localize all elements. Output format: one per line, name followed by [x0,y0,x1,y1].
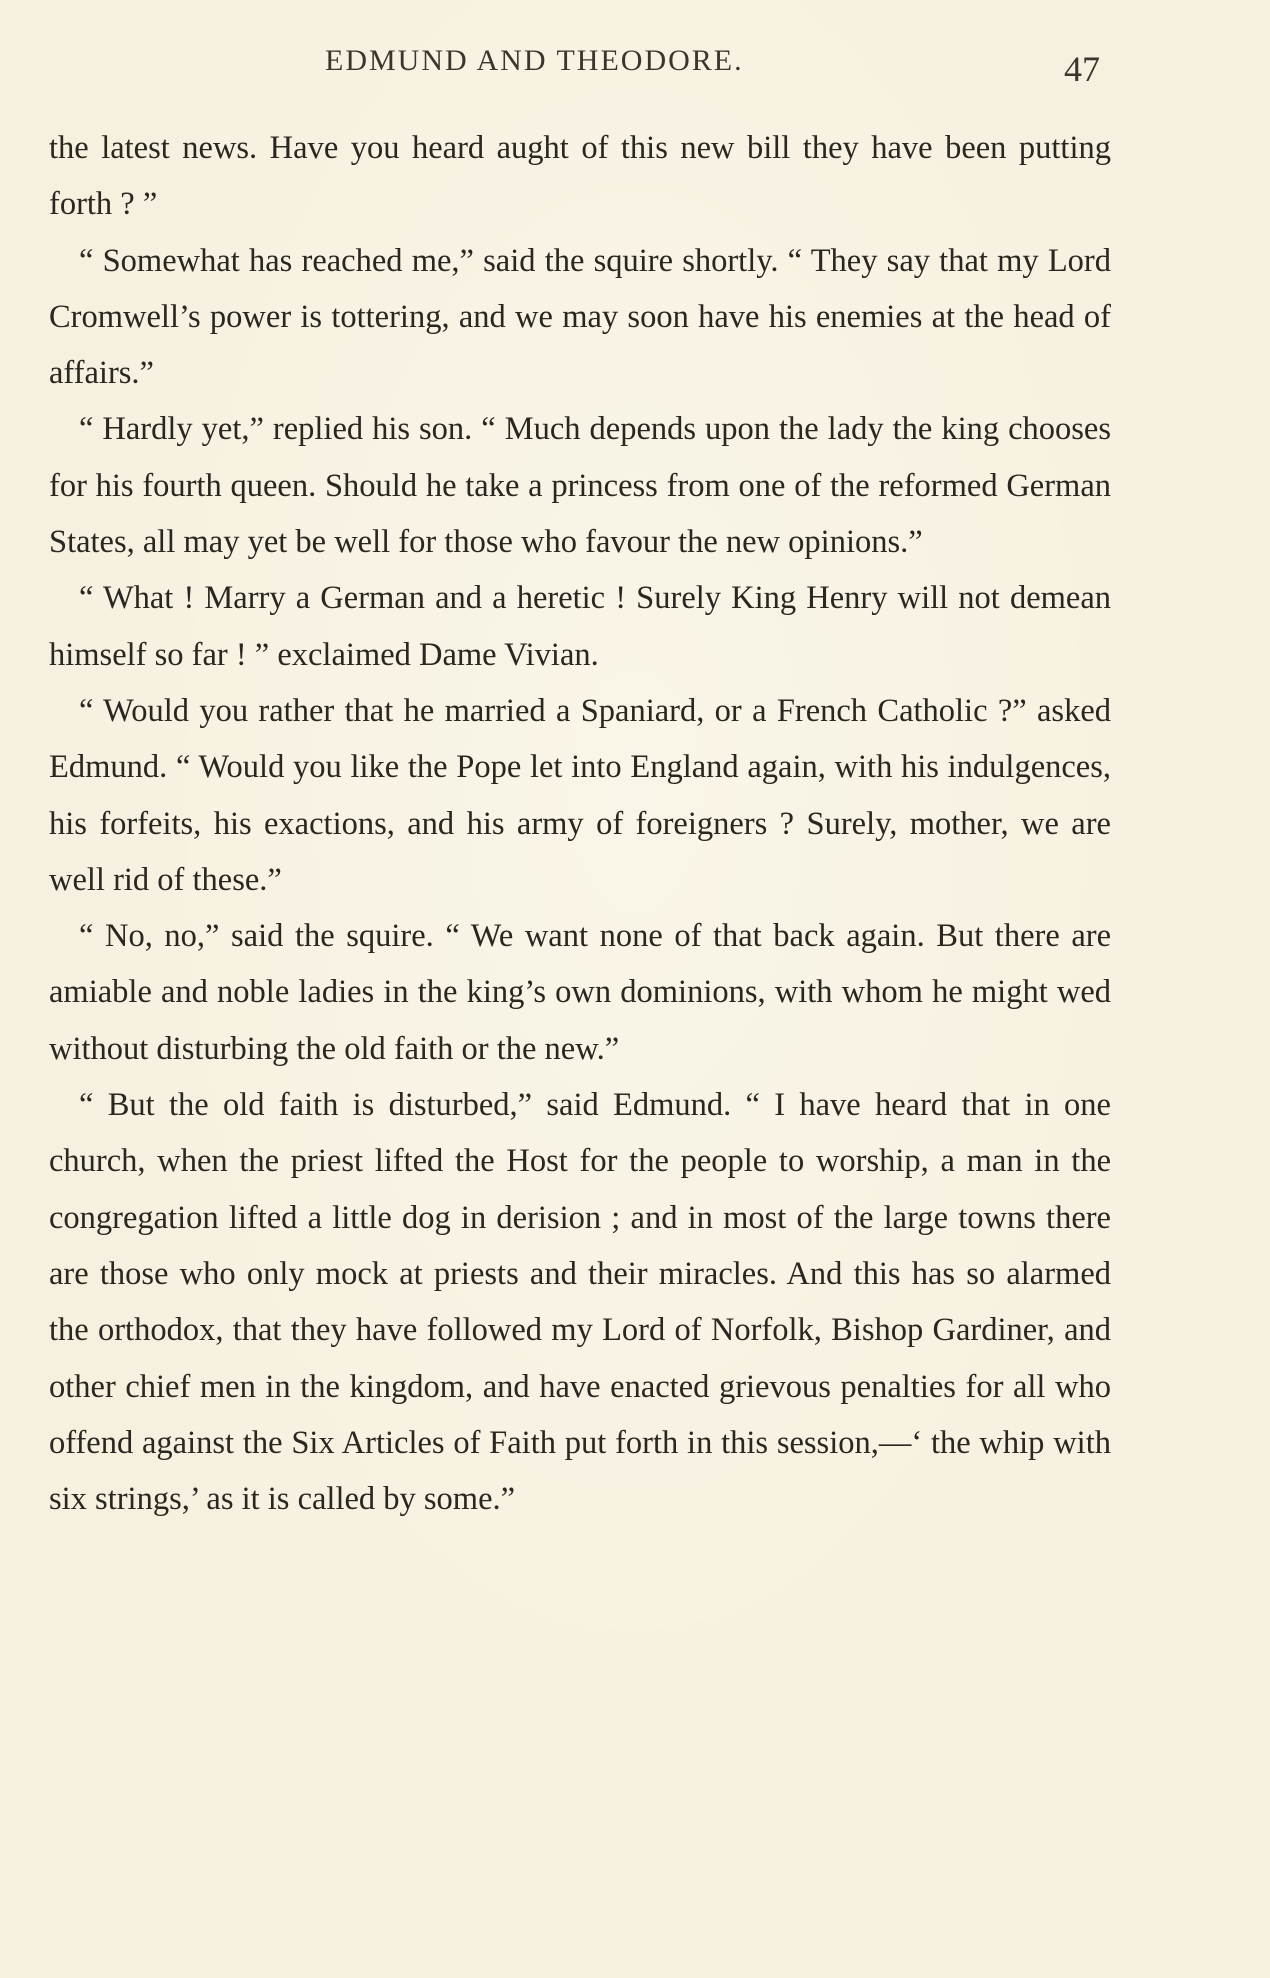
running-head [0,44,1270,89]
paragraph: “ Hardly yet,” replied his son. “ Much depends upon the lady the king chooses for his fourth queen. Should he take a princess from one of the reformed German States, all may yet be well for those who favour the new opinions.” [49,411,1111,561]
paragraph: “ Would you rather that he married a Spaniard, or a French Catholic ?” asked Edmund. “ Would you like the Pope let into England again, with his indulgences, his forfeits, his exactions, and his army of foreigners ? Surely, mother, we are well rid of these.” [49,692,1111,898]
paragraph: “ No, no,” said the squire. “ We want none of that back again. But there are amiable and noble ladies in the king’s own dominions, with whom he might wed without disturbing the old faith or the new.” [49,918,1111,1067]
page-number: 47 [1064,49,1100,89]
paragraph: “ Somewhat has reached me,” said the squire shortly. “ They say that my Lord Cromwell’s power is tottering, and we may soon have his enemies at the head of affairs.” [49,242,1111,392]
body-text [49,120,1111,1527]
paragraph: “ But the old faith is disturbed,” said Edmund. “ I have heard that in one church, when the priest lifted the Host for the people to worship, a man in the congregation lifted a little dog in derision ; and in most of the large towns there are those who only mock at priests and their miracles. And this has so alarmed the orthodox, that they have followed my Lord of Norfolk, Bishop Gardiner, and other chief men in the kingdom, and have enacted grievous penalties for all who offend against the Six Articles of Faith put forth in this session,—‘ the whip with six strings,’ as it is called by some.” [49,1087,1111,1518]
running-title: EDMUND AND THEODORE. [325,44,744,77]
paragraph: the latest news. Have you heard aught of this new bill they have been putting forth ? ” [49,130,1111,223]
paragraph: “ What ! Marry a German and a heretic ! Surely King Henry will not demean himself so far ! ” exclaimed Dame Vivian. [49,580,1111,673]
